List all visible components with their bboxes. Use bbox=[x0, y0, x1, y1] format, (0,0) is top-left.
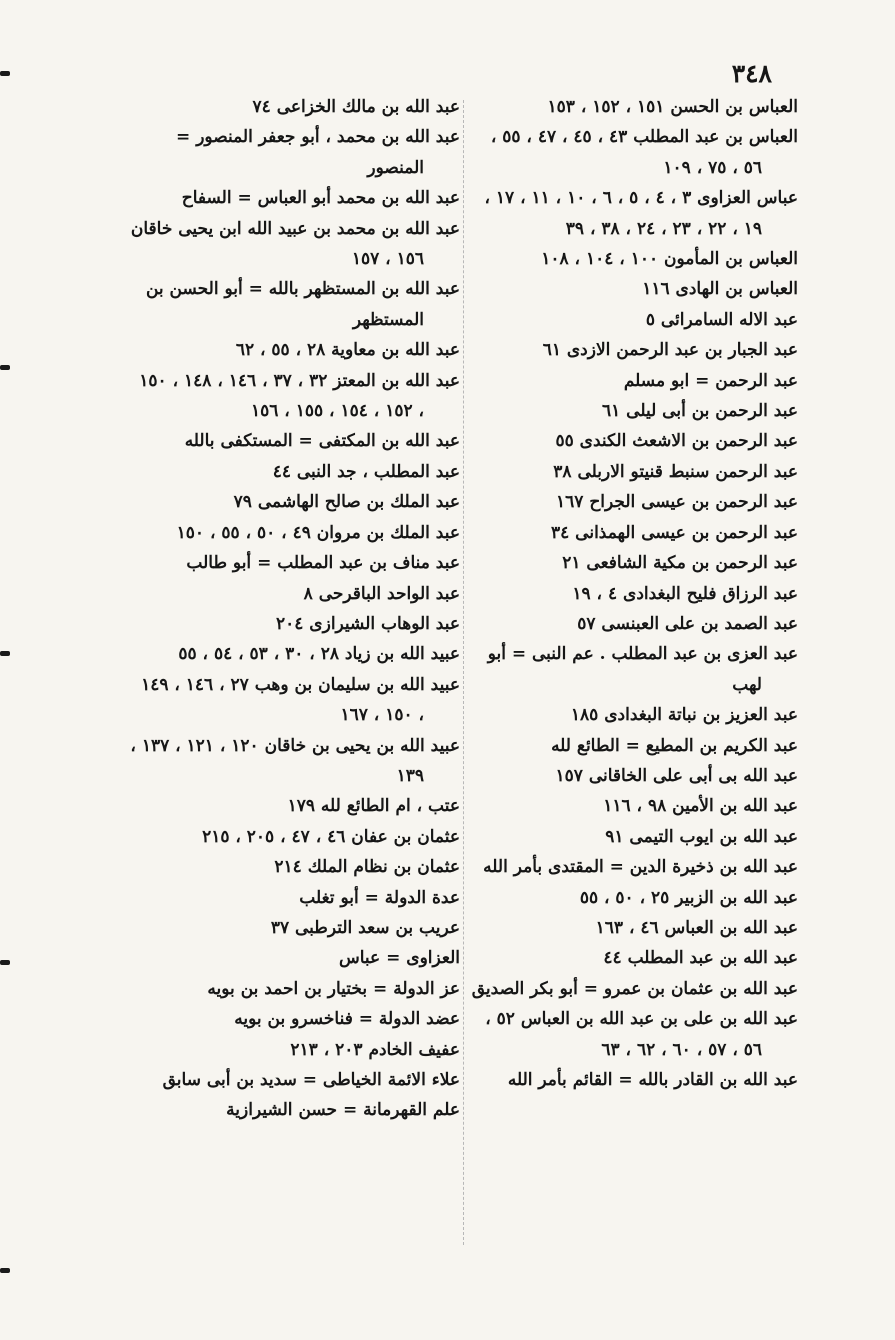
index-entry: عبيد الله بن يحيى بن خاقان ١٢٠ ، ١٢١ ، ١٣٧ ، ١٣٩ bbox=[130, 735, 460, 786]
index-entry: عبد المطلب ، جد النبى ٤٤ bbox=[272, 461, 460, 482]
index-entry: عبد الرحمن بن أبى ليلى ٦١ bbox=[601, 401, 798, 422]
scan-edge-mark bbox=[0, 71, 10, 76]
index-entry: عبد الله بن العباس ٤٦ ، ١٦٣ bbox=[595, 917, 798, 938]
index-entry: عبد مناف بن عبد المطلب = أبو طالب bbox=[186, 553, 460, 574]
index-entry: علاء الائمة الخياطى = سديد بن أبى سابق bbox=[162, 1070, 460, 1090]
index-entry: عبد الله بى أبى على الخاقانى ١٥٧ bbox=[555, 765, 798, 786]
index-entry: عفيف الخادم ٢٠٣ ، ٢١٣ bbox=[290, 1039, 460, 1060]
index-entry: عبد الله بن المستظهر بالله = أبو الحسن بن المستظهر bbox=[145, 279, 460, 330]
scan-edge-mark bbox=[0, 365, 10, 370]
index-entry: علم القهرمانة = حسن الشيرازية bbox=[226, 1100, 460, 1121]
index-entry: عبد الكريم بن المطيع = الطائع لله bbox=[551, 735, 798, 756]
column-divider bbox=[463, 100, 464, 1245]
index-entry: عتب ، ام الطائع لله ١٧٩ bbox=[287, 796, 460, 817]
index-entry: عبيد الله بن سليمان بن وهب ٢٧ ، ١٤٦ ، ١٤٩ ، ١٥٠ ، ١٦٧ bbox=[141, 674, 460, 726]
index-entry: عبد الملك بن مروان ٤٩ ، ٥٠ ، ٥٥ ، ١٥٠ bbox=[176, 522, 460, 543]
index-entry: عبد الرحمن بن الاشعث الكندى ٥٥ bbox=[555, 431, 798, 452]
index-entry: عبد الرحمن بن عيسى الجراح ١٦٧ bbox=[556, 492, 798, 513]
scan-edge-mark bbox=[0, 960, 10, 965]
index-entry: عثمان بن نظام الملك ٢١٤ bbox=[274, 857, 460, 878]
index-entry: عبد الله بن محمد أبو العباس = السفاح bbox=[181, 188, 460, 209]
index-entry: عدة الدولة = أبو تغلب bbox=[299, 887, 460, 908]
index-entry: عبد الله بن ذخيرة الدين = المقتدى بأمر الله bbox=[483, 857, 798, 878]
index-entry: عباس العزاوى ٣ ، ٤ ، ٥ ، ٦ ، ١٠ ، ١١ ، ١٧ ، ١٩ ، ٢٢ ، ٢٣ ، ٢٤ ، ٣٨ ، ٣٩ bbox=[484, 188, 798, 239]
scan-edge-mark bbox=[0, 651, 10, 656]
index-entry: عبد العزيز بن نباتة البغدادى ١٨٥ bbox=[570, 705, 798, 726]
index-entry: عبد الله بن عبد المطلب ٤٤ bbox=[603, 948, 798, 969]
index-entry: عبد الجبار بن عبد الرحمن الازدى ٦١ bbox=[542, 340, 798, 361]
index-entry: العباس بن المأمون ١٠٠ ، ١٠٤ ، ١٠٨ bbox=[541, 249, 798, 270]
index-entry: عبد الله بن محمد بن عبيد الله ابن يحيى خاقان ١٥٦ ، ١٥٧ bbox=[130, 218, 460, 270]
index-entry: عبد الله بن الأمين ٩٨ ، ١١٦ bbox=[603, 796, 798, 817]
index-entry: العباس بن الحسن ١٥١ ، ١٥٢ ، ١٥٣ bbox=[547, 97, 798, 117]
index-entry: عثمان بن عفان ٤٦ ، ٤٧ ، ٢٠٥ ، ٢١٥ bbox=[202, 826, 460, 847]
index-entry: عبد الرحمن بن مكية الشافعى ٢١ bbox=[562, 553, 798, 574]
index-entry: العباس بن الهادى ١١٦ bbox=[642, 279, 798, 300]
index-entry: عبد العزى بن عبد المطلب . عم النبى = أبو لهب bbox=[487, 644, 798, 695]
index-entry: عبد الرحمن بن عيسى الهمذانى ٣٤ bbox=[550, 522, 798, 543]
index-column-right bbox=[468, 92, 798, 1095]
index-entry: عبد الوهاب الشيرازى ٢٠٤ bbox=[275, 613, 460, 634]
index-entry: عريب بن سعد الترطبى ٣٧ bbox=[270, 917, 460, 938]
index-entry: عبد الله بن المعتز ٣٢ ، ٣٧ ، ١٤٦ ، ١٤٨ ، ١٥٠ ، ١٥٢ ، ١٥٤ ، ١٥٥ ، ١٥٦ bbox=[139, 370, 460, 422]
index-entry: عبد الله بن محمد ، أبو جعفر المنصور = المنصور bbox=[176, 127, 460, 178]
index-entry: عبد الرزاق فليح البغدادى ٤ ، ١٩ bbox=[572, 583, 798, 604]
scan-edge-mark bbox=[0, 1268, 10, 1273]
index-entry: عبد الرحمن سنبط قنيتو الاربلى ٣٨ bbox=[553, 461, 798, 482]
index-entry: عبيد الله بن زياد ٢٨ ، ٣٠ ، ٥٣ ، ٥٤ ، ٥٥ bbox=[178, 644, 460, 665]
index-entry: عبد الله بن المكتفى = المستكفى بالله bbox=[184, 431, 460, 452]
index-entry: عبد الاله السامرائى ٥ bbox=[645, 309, 798, 330]
index-entry: عز الدولة = بختيار بن احمد بن بويه bbox=[207, 978, 460, 999]
index-entry: عبد الله بن مالك الخزاعى ٧٤ bbox=[252, 97, 460, 117]
index-entry: العزاوى = عباس bbox=[338, 948, 460, 969]
index-entry: عبد الملك بن صالح الهاشمى ٧٩ bbox=[233, 492, 460, 513]
index-entry: عبد الرحمن = ابو مسلم bbox=[623, 370, 798, 391]
index-column-left bbox=[130, 92, 460, 1126]
index-entry: عبد الواحد الباقرحى ٨ bbox=[303, 583, 460, 604]
index-entry: عبد الله بن ايوب التيمى ٩١ bbox=[605, 826, 798, 847]
index-entry: عضد الدولة = فناخسرو بن بويه bbox=[234, 1009, 460, 1030]
index-entry: عبد الله بن على بن عبد الله بن العباس ٥٢ ، ٥٦ ، ٥٧ ، ٦٠ ، ٦٢ ، ٦٣ bbox=[485, 1009, 798, 1060]
index-entry: عبد الصمد بن على العبنسى ٥٧ bbox=[577, 613, 798, 634]
index-entry: عبد الله بن عثمان بن عمرو = أبو بكر الصديق bbox=[471, 978, 798, 999]
index-entry: العباس بن عبد المطلب ٤٣ ، ٤٥ ، ٤٧ ، ٥٥ ، ٥٦ ، ٧٥ ، ١٠٩ bbox=[490, 127, 798, 178]
index-entry: عبد الله بن الزبير ٢٥ ، ٥٠ ، ٥٥ bbox=[579, 887, 798, 908]
index-entry: عبد الله بن معاوية ٢٨ ، ٥٥ ، ٦٢ bbox=[235, 340, 460, 361]
index-entry: عبد الله بن القادر بالله = القائم بأمر الله bbox=[507, 1070, 798, 1090]
page-number: ٣٤٨ bbox=[731, 59, 772, 88]
